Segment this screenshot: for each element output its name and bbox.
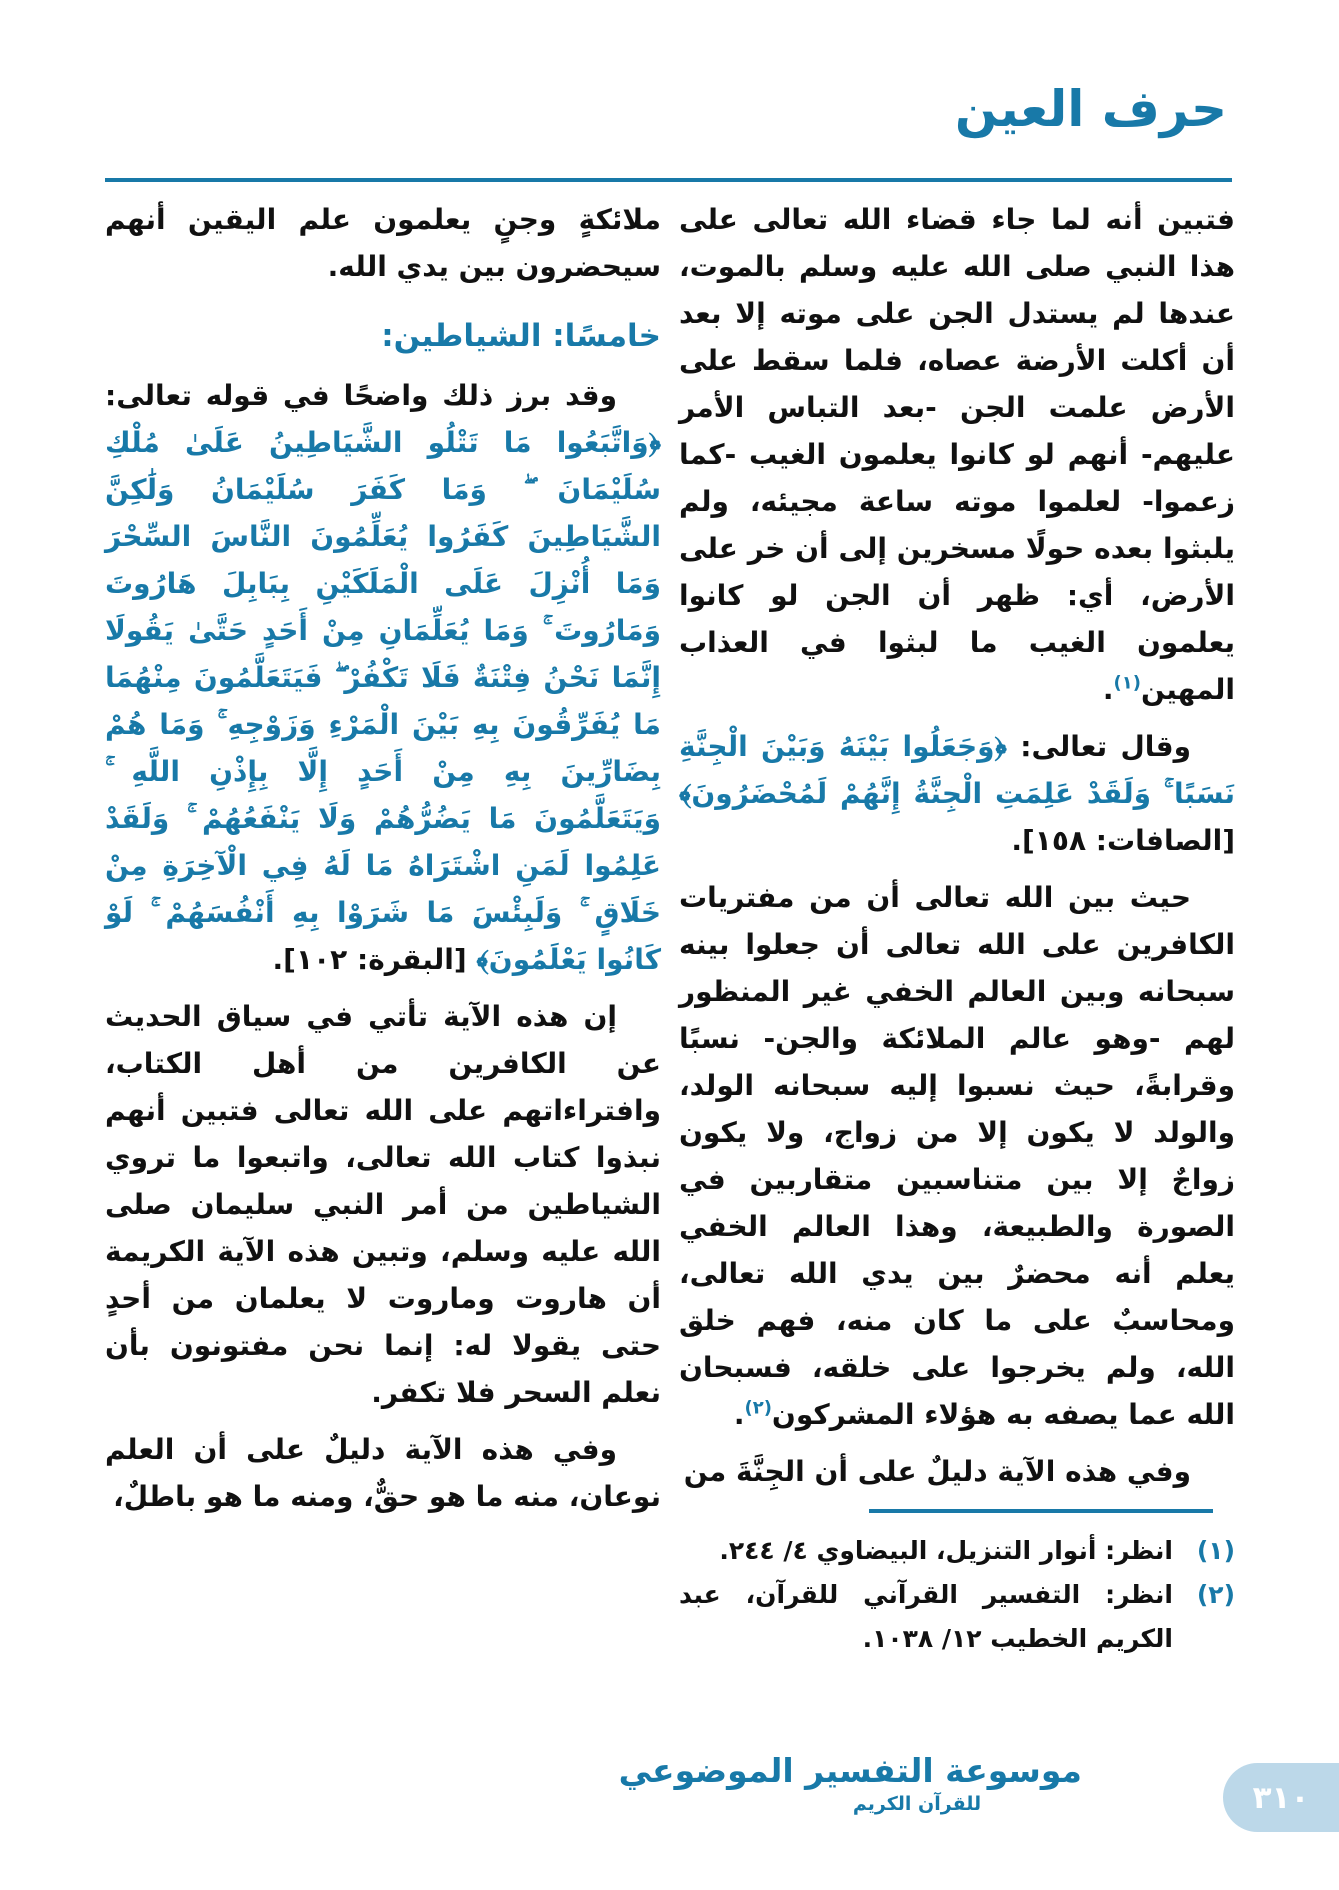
footnote-marker: (١) [1113,672,1141,694]
paragraph [105,993,661,1416]
body-text: . [1102,673,1114,706]
paragraph [105,372,661,983]
body-text: وفي هذه الآية دليلٌ على أن العلم نوعان، منه ما هو حقٌّ، ومنه ما هو باطلٌ، [105,1433,661,1514]
body-text: وقال تعالى: [1006,730,1191,763]
paragraph [679,874,1235,1438]
surah-reference: [البقرة: ١٠٢]. [272,943,467,977]
text-column-left [105,196,661,1530]
body-text: ملائكةٍ وجنٍ يعلمون علم اليقين أنهم سيحضرون بين يدي الله. [105,203,661,283]
footnote-item [679,1529,1235,1573]
paragraph [679,196,1235,713]
footnote-text: انظر: التفسير القرآني للقرآن، عبد الكريم الخطيب ١٢/ ١٠٣٨. [679,1580,1173,1653]
surah-reference: [الصافات: ١٥٨]. [1011,824,1235,857]
quran-verse: ﴿وَجَعَلُوا بَيْنَهُ وَبَيْنَ الْجِنَّةِ نَسَبًا ۚ وَلَقَدْ عَلِمَتِ الْجِنَّةُ إِنَّهُمْ لَمُحْضَرُونَ﴾ [679,730,1235,810]
body-text: وفي هذه الآية دليلٌ على أن الجِنَّةَ من [683,1455,1191,1488]
page-number-badge [1223,1763,1339,1832]
header-rule [105,178,1232,182]
footnote-number: (١) [1196,1536,1235,1565]
chapter-title: حرف العين [954,80,1227,138]
logo-subtitle: للقرآن الكريم [852,1792,982,1815]
publisher-logo [618,1751,1082,1816]
page-number: ٣١٠ [1252,1779,1310,1816]
body-text: إن هذه الآية تأتي في سياق الحديث عن الكافرين من أهل الكتاب، وافتراءاتهم على الله تعالى فتبين أنهم نبذوا كتاب الله تعالى، واتبعوا ما تروي الشياطين من أمر النبي سليمان صلى الله عليه وسلم، وتبين هذه الآية الكريمة أن هاروت وماروت لا يعلمان من أحدٍ حتى يقولا له: إنما نحن مفتونون بأن نعلم السحر فلا تكفر. [105,1000,661,1410]
body-text: حيث بين الله تعالى أن من مفتريات الكافرين على الله تعالى أن جعلوا بينه سبحانه وبين العالم الخفي غير المنظور لهم -وهو عالم الملائكة والجن- نسبًا وقرابةً، حيث نسبوا إليه سبحانه الولد، والولد لا يكون إلا من زواج، ولا يكون زواجٌ إلا بين متناسبين متقاربين في الصورة والطبيعة، وهذا العالم الخفي يعلم أنه محضرٌ بين يدي الله تعالى، ومحاسبٌ على ما كان منه، فهم خلق الله، ولم يخرجوا على خلقه، فسبحان الله عما يصفه به هؤلاء المشركون [679,881,1235,1431]
footnote-marker: (٢) [744,1397,772,1419]
paragraph [105,1426,661,1520]
footnote-item [679,1573,1235,1661]
logo-title: موسوعة التفسير الموضوعي [618,1751,1082,1790]
paragraph [105,196,661,290]
footnotes [679,1529,1235,1661]
body-text: فتبين أنه لما جاء قضاء الله تعالى على هذا النبي صلى الله عليه وسلم بالموت، عندها لم يستدل الجن على موته إلا بعد أن أكلت الأرضة عصاه، فلما سقط على الأرض علمت الجن -بعد التباس الأمر عليهم- أنهم لو كانوا يعلمون الغيب -كما زعموا- لعلموا موته ساعة مجيئه، ولم يلبثوا بعده حولًا مسخرين إلى أن خر على الأرض، أي: ظهر أن الجن لو كانوا يعلمون الغيب ما لبثوا في العذاب المهين [679,203,1235,706]
section-heading: خامسًا: الشياطين: [381,318,661,354]
paragraph [679,723,1235,864]
footnote-separator [869,1509,1213,1513]
body-text: وقد برز ذلك واضحًا في قوله تعالى: [105,379,617,413]
text-column-right [679,196,1235,1661]
body-text: . [733,1398,745,1431]
footnote-text: انظر: أنوار التنزيل، البيضاوي ٤/ ٢٤٤. [719,1536,1173,1565]
footnote-number: (٢) [1196,1580,1235,1609]
quran-verse: ﴿وَاتَّبَعُوا مَا تَتْلُو الشَّيَاطِينُ عَلَىٰ مُلْكِ سُلَيْمَانَ ۖ وَمَا كَفَرَ سُلَيْمَانُ وَلَٰكِنَّ الشَّيَاطِينَ كَفَرُوا يُعَلِّمُونَ النَّاسَ السِّحْرَ وَمَا أُنْزِلَ عَلَى الْمَلَكَيْنِ بِبَابِلَ هَارُوتَ وَمَارُوتَ ۚ وَمَا يُعَلِّمَانِ مِنْ أَحَدٍ حَتَّىٰ يَقُولَا إِنَّمَا نَحْنُ فِتْنَةٌ فَلَا تَكْفُرْ ۖ فَيَتَعَلَّمُونَ مِنْهُمَا مَا يُفَرِّقُونَ بِهِ بَيْنَ الْمَرْءِ وَزَوْجِهِ ۚ وَمَا هُمْ بِضَارِّينَ بِهِ مِنْ أَحَدٍ إِلَّا بِإِذْنِ اللَّهِ ۚ وَيَتَعَلَّمُونَ مَا يَضُرُّهُمْ وَلَا يَنْفَعُهُمْ ۚ وَلَقَدْ عَلِمُوا لَمَنِ اشْتَرَاهُ مَا لَهُ فِي الْآخِرَةِ مِنْ خَلَاقٍ ۚ وَلَبِئْسَ مَا شَرَوْا بِهِ أَنْفُسَهُمْ ۚ لَوْ كَانُوا يَعْلَمُونَ﴾ [105,426,661,977]
paragraph [679,1448,1235,1495]
